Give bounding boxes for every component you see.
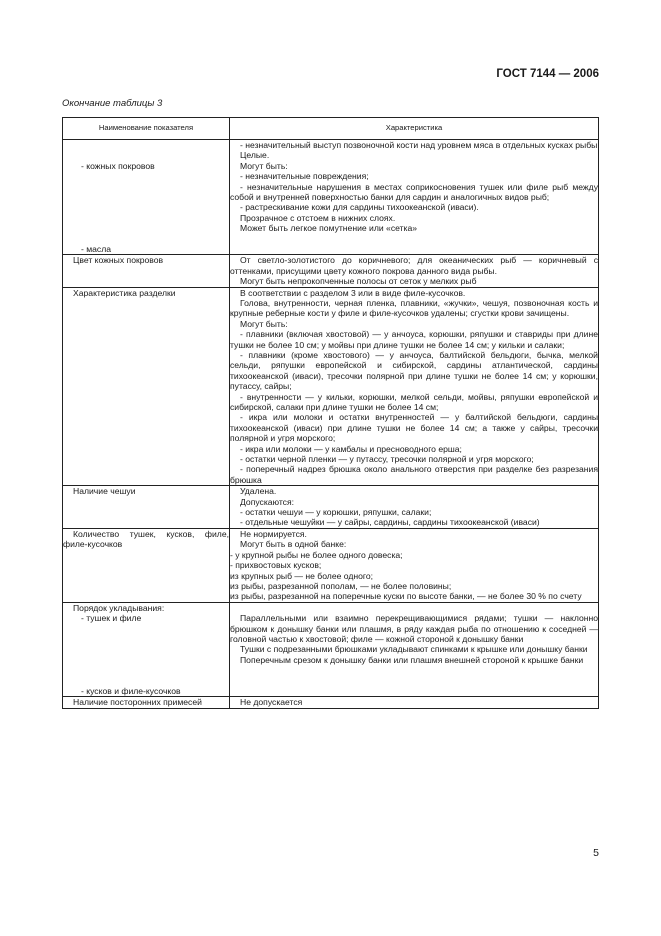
characteristic-paragraph: - растрескивание кожи для сардины тихоокеанской (иваси). — [240, 202, 479, 213]
table-row — [63, 255, 599, 287]
indicator-line: - кусков и филе-кусочков — [81, 685, 181, 696]
table-header-row — [63, 118, 599, 140]
characteristic-cell — [230, 140, 599, 255]
characteristics-table — [62, 117, 599, 709]
indicator-spacer — [63, 634, 229, 644]
table-row — [63, 528, 599, 602]
indicator-spacer — [63, 223, 229, 233]
characteristic-paragraph: - плавники (кроме хвостового) — у анчоуса, балтийской бельдюги, бычка, мелкой сельди, ряпушки европейской и сибирской, сардины атлантической, сардины тихоокеанской (иваси), тресочки полярной при длине тушки не более 14 см; у корюшки, путассу, сайры; — [230, 349, 598, 392]
characteristic-paragraph: - икра или молоки — у камбалы и пресноводного ерша; — [240, 443, 462, 454]
characteristic-paragraph: - незначительные повреждения; — [240, 171, 369, 182]
document-code-header: ГОСТ 7144 — 2006 — [496, 68, 599, 80]
table-row — [63, 697, 599, 708]
characteristic-paragraph: из рыбы, разрезанной пополам, — не более половины; — [230, 580, 452, 591]
indicator-spacer — [63, 202, 229, 212]
column-header-characteristic: Характеристика — [230, 118, 599, 140]
characteristic-cell — [230, 486, 599, 529]
indicator-line: Наличие посторонних примесей — [73, 697, 202, 708]
indicator-spacer — [63, 624, 229, 634]
characteristic-paragraph: Прозрачное с отстоем в нижних слоях. — [240, 212, 396, 223]
characteristic-spacer — [230, 603, 598, 613]
characteristic-paragraph: Удалена. — [240, 486, 277, 497]
indicator-cell — [63, 602, 230, 697]
characteristic-paragraph: Может быть легкое помутнение или «сетка» — [240, 223, 418, 234]
characteristic-paragraph: - у крупной рыбы не более одного довеска; — [230, 549, 403, 560]
table-row — [63, 486, 599, 529]
table-row — [63, 287, 599, 486]
column-header-indicator: Наименование показателя — [63, 118, 230, 140]
characteristic-cell — [230, 697, 599, 708]
characteristic-paragraph: - икра или молоки и остатки внутренностей — у балтийской бельдюги, сардины тихоокеанской (иваси) при длине тушки не более 14 см; а также у сайры, тресочки полярной и угря морского; — [230, 412, 598, 444]
characteristic-paragraph: От светло-золотистого до коричневого; для океанических рыб — коричневый с оттенками, присущими цвету кожного покрова данного вида рыбы. — [230, 255, 598, 276]
characteristic-paragraph: - внутренности — у кильки, корюшки, мелкой сельди, мойвы, ряпушки европейской и сибирской, салаки при длине тушки не более 14 см; — [230, 391, 598, 413]
table-caption: Окончание таблицы 3 — [62, 98, 163, 109]
indicator-line: Характеристика разделки — [73, 287, 176, 298]
characteristic-paragraph: Не нормируется. — [240, 528, 307, 539]
characteristic-paragraph: Параллельными или взаимно перекрещивающимися рядами; тушки — наклонно брюшком к донышку банки или плашмя, в ряду каждая рыба по отношению к соседней — головной частью к хвостовой; филе — кожной стороной к донышку банки — [230, 613, 598, 644]
indicator-line: - масла — [81, 243, 112, 254]
characteristic-paragraph: Не допускается — [240, 697, 303, 708]
characteristic-paragraph: - остатки черной пленки — у путассу, тресочки полярной и угря морского; — [240, 454, 534, 465]
characteristic-paragraph: - отдельные чешуйки — у сайры, сардины, сардины тихоокеанской (иваси) — [240, 517, 540, 528]
indicator-line: Цвет кожных покровов — [73, 255, 164, 266]
indicator-cell — [63, 697, 230, 708]
characteristic-paragraph: Могут быть: — [240, 318, 288, 329]
indicator-spacer — [63, 182, 229, 192]
indicator-line: - кожных покровов — [81, 160, 155, 171]
characteristic-paragraph: Тушки с подрезанными брюшками укладывают спинками к крышке или донышку банки — [240, 644, 588, 655]
indicator-cell — [63, 486, 230, 529]
characteristic-paragraph: из крупных рыб — не более одного; — [230, 570, 374, 581]
characteristic-paragraph: Могут быть в одной банке: — [240, 539, 347, 550]
characteristic-paragraph: Поперечным срезом к донышку банки или плашмя внешней стороной к крышке банки — [240, 654, 584, 665]
characteristic-cell — [230, 602, 599, 697]
characteristic-cell — [230, 528, 599, 602]
characteristic-paragraph: - остатки чешуи — у корюшки, ряпушки, салаки; — [240, 507, 432, 518]
indicator-spacer — [63, 644, 229, 654]
indicator-cell — [63, 255, 230, 287]
characteristic-paragraph: - плавники (включая хвостовой) — у анчоуса, корюшки, ряпушки и ставриды при длине тушки не более 10 см; у мойвы при длине тушки не более 14 см; у кильки и салаки; — [230, 329, 598, 350]
indicator-cell — [63, 140, 230, 255]
table-row — [63, 140, 599, 255]
characteristic-paragraph: - незначительный выступ позвоночной кости над уровнем мяса в отдельных кусках рыбы — [240, 140, 598, 150]
characteristic-cell — [230, 255, 599, 287]
characteristic-paragraph: - прихвостовых кусков; — [230, 560, 322, 571]
indicator-spacer — [63, 171, 229, 181]
indicator-cell — [63, 287, 230, 486]
characteristic-paragraph: - поперечный надрез брюшка около анального отверстия при разделке без разрезания брюшка — [230, 464, 598, 485]
characteristic-cell — [230, 287, 599, 486]
page-number: 5 — [593, 847, 599, 859]
indicator-spacer — [63, 150, 229, 160]
indicator-spacer — [63, 676, 229, 686]
characteristic-paragraph: из рыбы, разрезанной на поперечные куски по высоте банки, — не более 30 % по счету — [230, 591, 582, 602]
indicator-cell — [63, 528, 230, 602]
characteristic-paragraph: Голова, внутренности, черная пленка, плавники, «жучки», чешуя, позвоночная кость и крупные реберные кости у филе и филе-кусочков удалены; сгустки крови зачищены. — [230, 297, 598, 319]
characteristic-paragraph: - незначительные нарушения в местах соприкосновения тушек или филе рыб между собой и внутренней поверхностью банки для сардин и аналогичных видов рыб; — [230, 181, 598, 203]
characteristic-paragraph: Могут быть: — [240, 160, 288, 171]
characteristic-paragraph: В соответствии с разделом 3 или в виде филе-кусочков. — [240, 287, 466, 298]
indicator-spacer — [63, 665, 229, 675]
indicator-spacer — [63, 192, 229, 202]
indicator-spacer — [63, 655, 229, 665]
characteristic-paragraph: Целые. — [240, 150, 270, 161]
table-row — [63, 602, 599, 697]
characteristic-paragraph: Могут быть непрокопченные полосы от сеток у мелких рыб — [240, 276, 477, 287]
indicator-spacer — [63, 140, 229, 150]
indicator-line: Порядок укладывания: — [73, 602, 165, 613]
indicator-spacer — [63, 213, 229, 223]
indicator-line: Количество тушек, кусков, филе, филе-кусочков — [63, 528, 229, 550]
indicator-line: - тушек и филе — [81, 613, 142, 624]
indicator-spacer — [63, 234, 229, 244]
indicator-line: Наличие чешуи — [73, 486, 136, 497]
characteristic-paragraph: Допускаются: — [240, 496, 295, 507]
